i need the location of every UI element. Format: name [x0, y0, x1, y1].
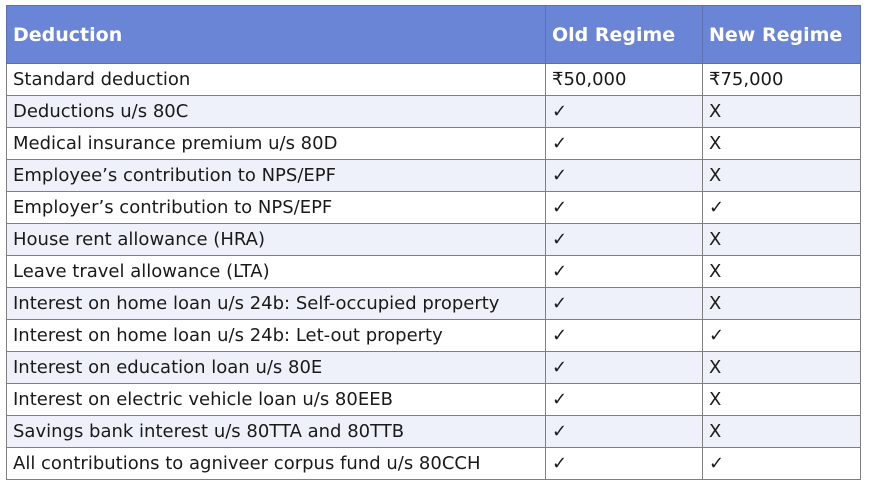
- new-regime-cell: X: [703, 224, 861, 256]
- deduction-comparison-table: [6, 5, 861, 480]
- deduction-cell: Standard deduction: [7, 64, 546, 96]
- deduction-cell: Interest on home loan u/s 24b: Let-out property: [7, 320, 546, 352]
- deduction-cell: House rent allowance (HRA): [7, 224, 546, 256]
- old-regime-cell: ✓: [546, 128, 703, 160]
- deduction-cell: Employee’s contribution to NPS/EPF: [7, 160, 546, 192]
- table-row: [7, 288, 861, 320]
- deduction-cell: Medical insurance premium u/s 80D: [7, 128, 546, 160]
- deduction-cell: Leave travel allowance (LTA): [7, 256, 546, 288]
- old-regime-cell: ✓: [546, 416, 703, 448]
- table-row: [7, 160, 861, 192]
- table-row: [7, 96, 861, 128]
- old-regime-cell: ✓: [546, 384, 703, 416]
- old-regime-cell: ✓: [546, 448, 703, 480]
- deduction-cell: Interest on electric vehicle loan u/s 80EEB: [7, 384, 546, 416]
- table-row: [7, 448, 861, 480]
- table-row: [7, 64, 861, 96]
- table-row: [7, 320, 861, 352]
- old-regime-cell: ✓: [546, 320, 703, 352]
- new-regime-cell: ₹75,000: [703, 64, 861, 96]
- table-row: [7, 384, 861, 416]
- deduction-cell: Interest on home loan u/s 24b: Self-occupied property: [7, 288, 546, 320]
- table-row: [7, 352, 861, 384]
- header-old-regime: Old Regime: [546, 6, 703, 64]
- table-row: [7, 192, 861, 224]
- old-regime-cell: ✓: [546, 352, 703, 384]
- table-row: [7, 416, 861, 448]
- new-regime-cell: X: [703, 352, 861, 384]
- old-regime-cell: ✓: [546, 192, 703, 224]
- old-regime-cell: ₹50,000: [546, 64, 703, 96]
- new-regime-cell: ✓: [703, 320, 861, 352]
- new-regime-cell: X: [703, 96, 861, 128]
- table-header-row: [7, 6, 861, 64]
- old-regime-cell: ✓: [546, 288, 703, 320]
- header-deduction: Deduction: [7, 6, 546, 64]
- new-regime-cell: ✓: [703, 448, 861, 480]
- table-row: [7, 224, 861, 256]
- deduction-cell: Interest on education loan u/s 80E: [7, 352, 546, 384]
- old-regime-cell: ✓: [546, 160, 703, 192]
- new-regime-cell: X: [703, 128, 861, 160]
- table-row: [7, 256, 861, 288]
- old-regime-cell: ✓: [546, 96, 703, 128]
- new-regime-cell: X: [703, 288, 861, 320]
- old-regime-cell: ✓: [546, 256, 703, 288]
- header-new-regime: New Regime: [703, 6, 861, 64]
- new-regime-cell: X: [703, 160, 861, 192]
- deduction-cell: Savings bank interest u/s 80TTA and 80TTB: [7, 416, 546, 448]
- new-regime-cell: X: [703, 256, 861, 288]
- table-row: [7, 128, 861, 160]
- deduction-cell: Employer’s contribution to NPS/EPF: [7, 192, 546, 224]
- old-regime-cell: ✓: [546, 224, 703, 256]
- new-regime-cell: ✓: [703, 192, 861, 224]
- new-regime-cell: X: [703, 416, 861, 448]
- deduction-cell: All contributions to agniveer corpus fund u/s 80CCH: [7, 448, 546, 480]
- deduction-cell: Deductions u/s 80C: [7, 96, 546, 128]
- deduction-comparison-table-container: [6, 5, 861, 480]
- new-regime-cell: X: [703, 384, 861, 416]
